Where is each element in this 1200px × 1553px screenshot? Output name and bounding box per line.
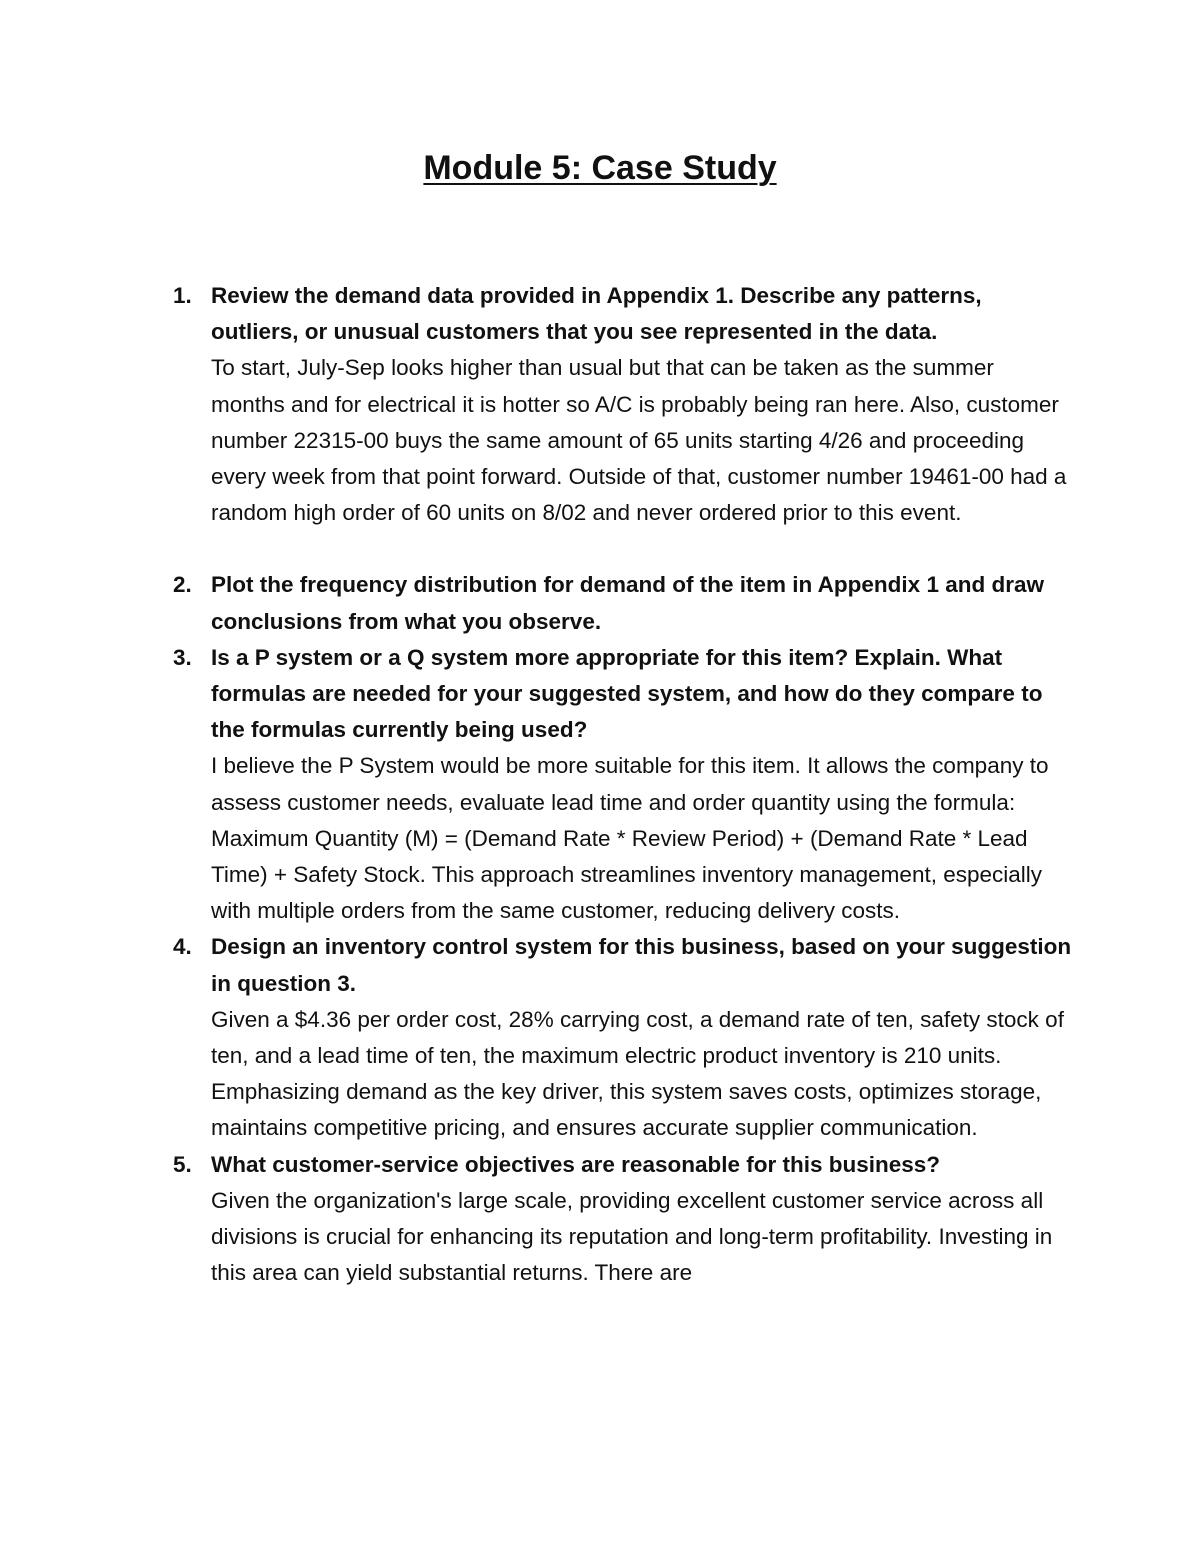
answer-text: I believe the P System would be more suitable for this item. It allows the company to assess customer needs, evaluate lead time and order quantity using the formula: Maximum Quantity (M) = (Demand Rate * Review Period) + (Demand Rate * Lead Time) + Safety Stock. This approach streamlines inventory management, especially with multiple orders from the same customer, reducing delivery costs. — [211, 753, 1049, 924]
answer-text: Given the organization's large scale, providing excellent customer service across all divisions is crucial for enhancing its reputation and long-term profitability. Investing in this area can yield substantial returns. There are — [211, 1187, 1053, 1286]
question-item-3 — [173, 640, 1073, 930]
page-title-text: Module 5: Case Study — [423, 149, 777, 187]
question-item-5 — [173, 1147, 1073, 1292]
question-item-4 — [173, 929, 1073, 1146]
page-title — [0, 146, 1200, 190]
question-text: Plot the frequency distribution for demand of the item in Appendix 1 and draw conclusions from what you observe. — [211, 572, 1044, 634]
answer-text: To start, July-Sep looks higher than usual but that can be taken as the summer months and for electrical it is hotter so A/C is probably being ran here. Also, customer number 22315-00 buys the same amount of 65 units starting 4/26 and proceeding every week from that point forward. Outside of that, customer number 19461-00 had a random high order of 60 units on 8/02 and never ordered prior to this event. — [211, 355, 1067, 526]
answer-text: Given a $4.36 per order cost, 28% carrying cost, a demand rate of ten, safety stock of ten, and a lead time of ten, the maximum electric product inventory is 210 units. Emphasizing demand as the key driver, this system saves costs, optimizes storage, maintains competitive pricing, and ensures accurate supplier communication. — [211, 1006, 1064, 1141]
question-text: What customer-service objectives are reasonable for this business? — [211, 1151, 941, 1177]
question-list — [173, 278, 1073, 1291]
question-number: 4. — [173, 934, 192, 960]
question-text: Design an inventory control system for this business, based on your suggestion in question 3. — [211, 934, 1072, 996]
question-item-1 — [173, 278, 1073, 531]
question-number: 2. — [173, 572, 192, 598]
question-number: 5. — [173, 1151, 192, 1177]
question-number: 3. — [173, 644, 192, 670]
question-text: Is a P system or a Q system more appropriate for this item? Explain. What formulas are needed for your suggested system, and how do they compare to the formulas currently being used? — [211, 644, 1043, 743]
question-number: 1. — [173, 283, 192, 308]
question-item-2 — [173, 567, 1073, 639]
question-text: Review the demand data provided in Appendix 1. Describe any patterns, outliers, or unusual customers that you see represented in the data. — [211, 283, 982, 345]
